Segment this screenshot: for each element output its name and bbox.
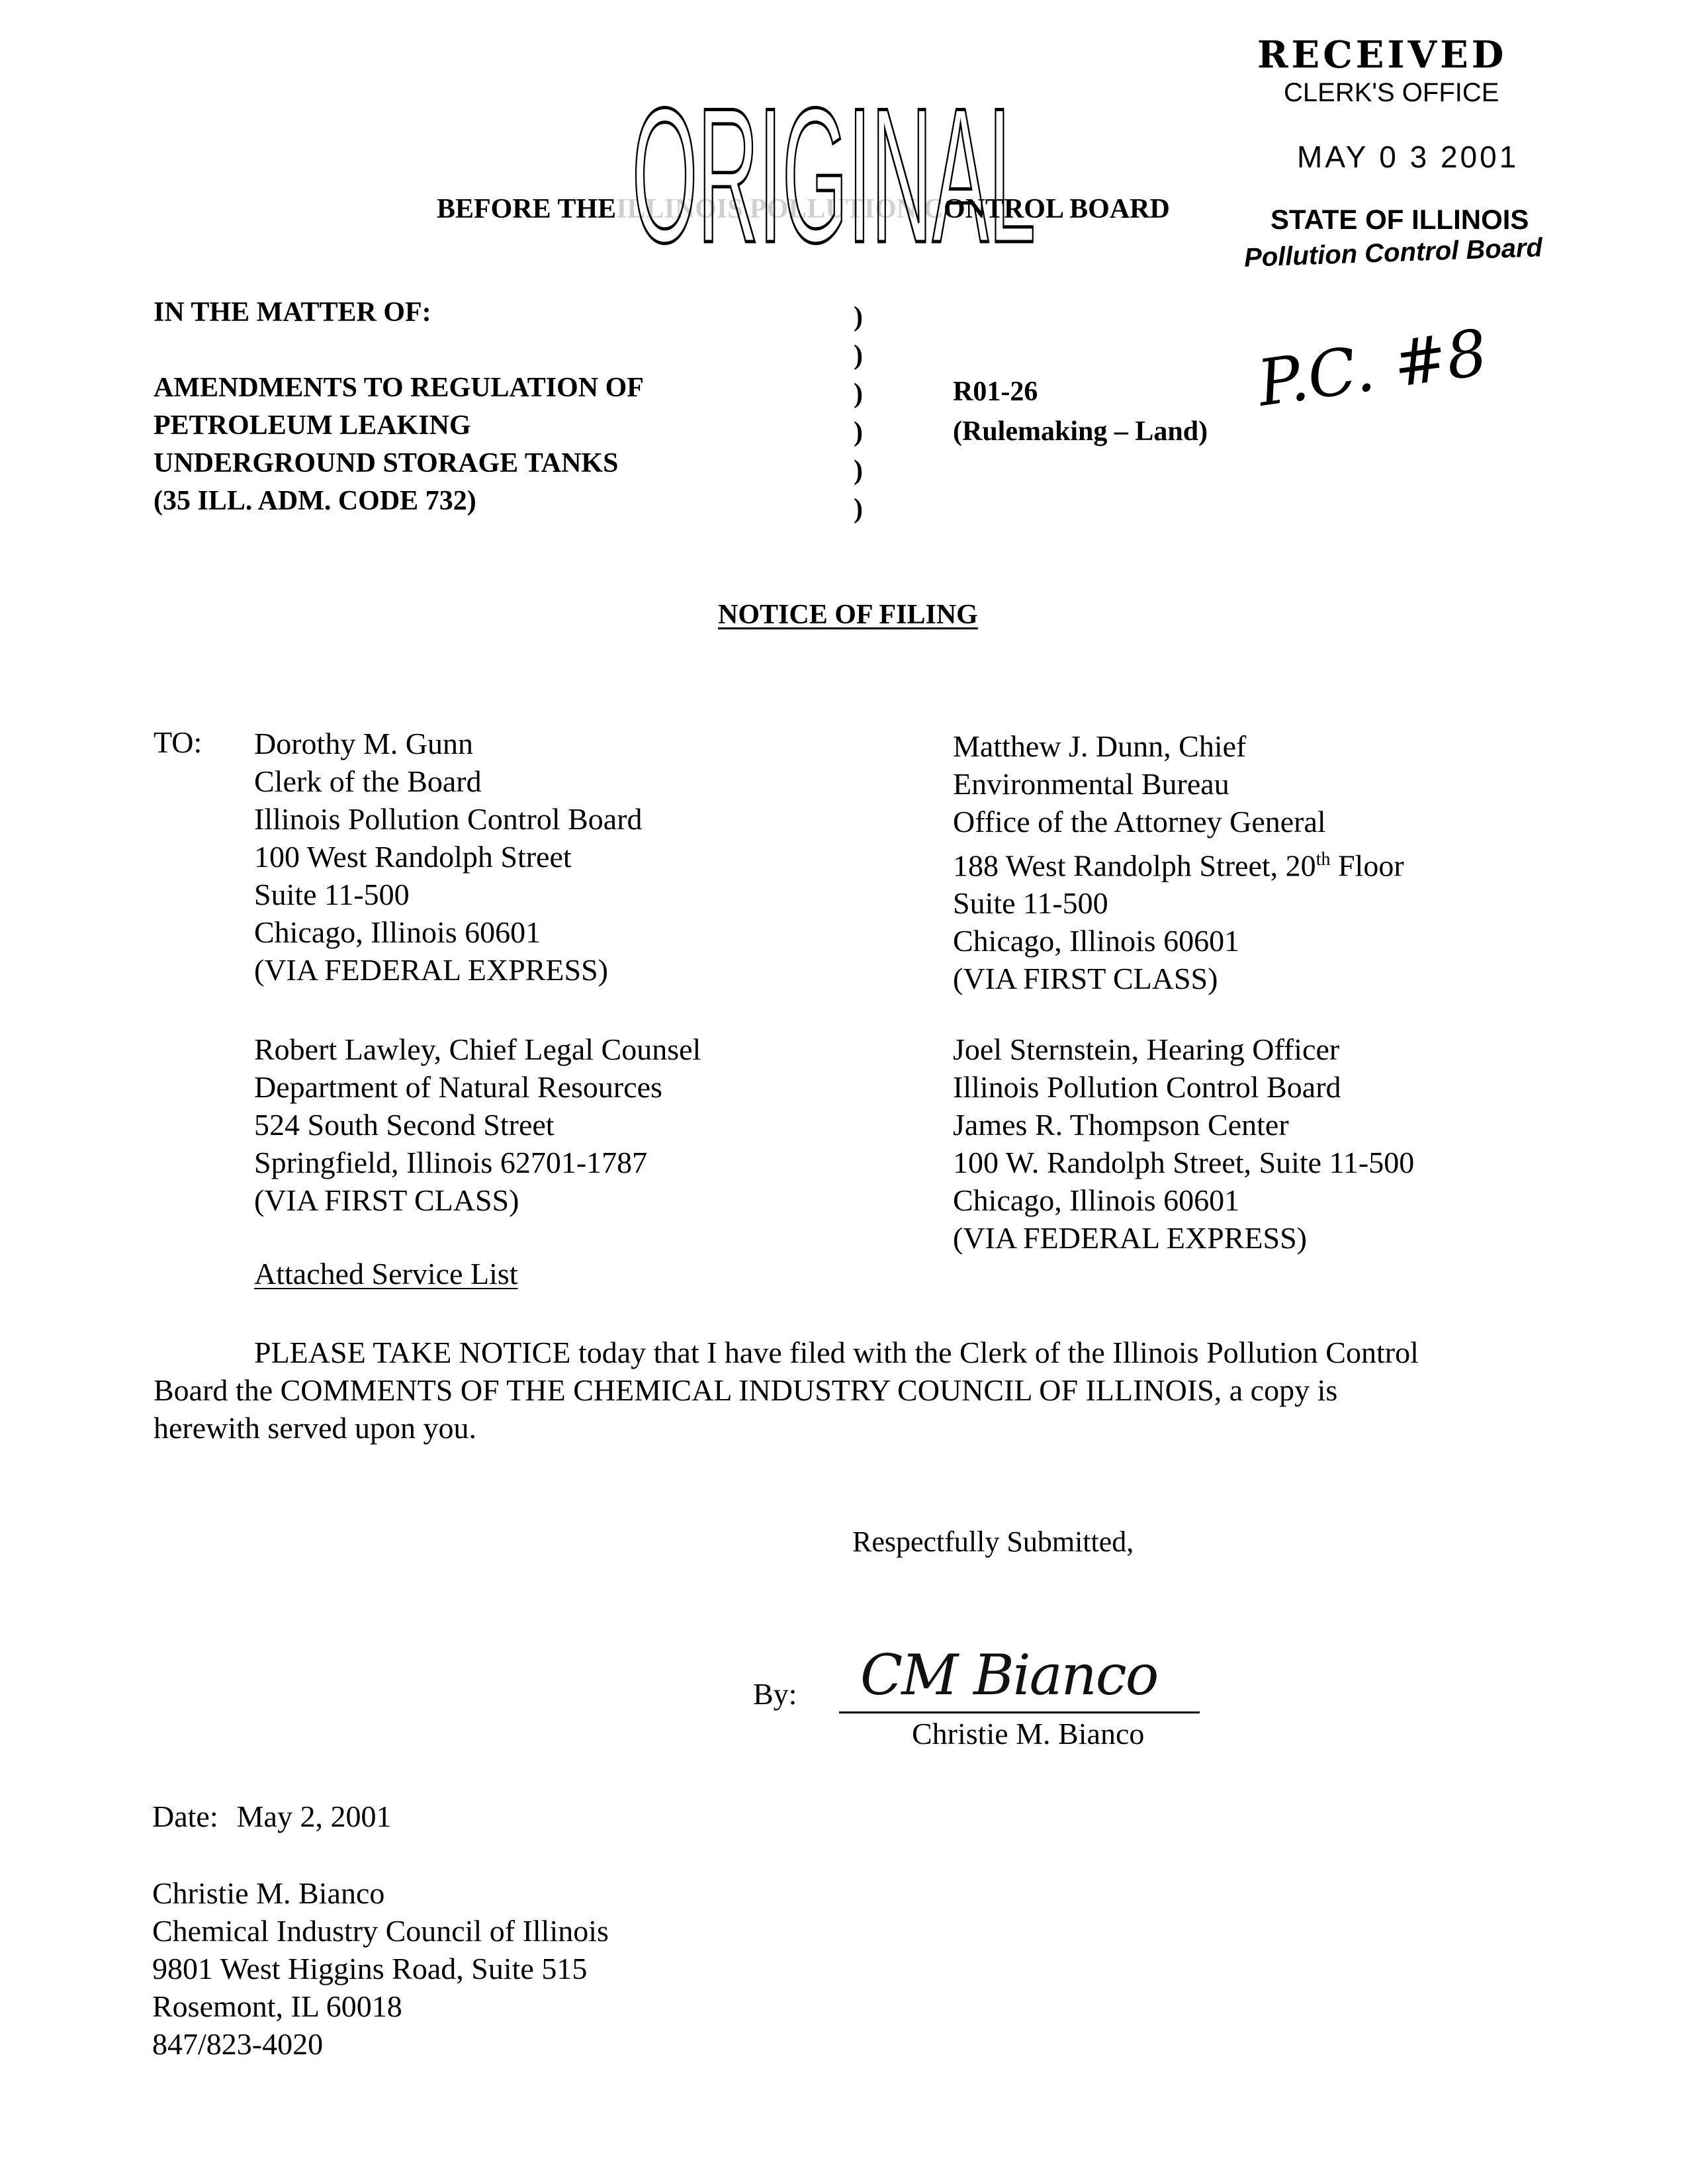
notice-body-line: PLEASE TAKE NOTICE today that I have filed with the Clerk of the Illinois Pollution Control: [254, 1336, 1419, 1369]
sender-line: Christie M. Bianco: [152, 1876, 385, 1910]
recipient-line: Illinois Pollution Control Board: [254, 802, 643, 836]
recipient-block: [953, 1030, 1414, 1257]
original-stamp: [622, 66, 1046, 265]
received-stamp: [1244, 33, 1562, 285]
recipient-line: Office of the Attorney General: [953, 805, 1326, 839]
case-title-line: (35 ILL. ADM. CODE 732): [154, 486, 476, 516]
caption-paren: ): [854, 340, 863, 371]
date-label: Date:: [152, 1799, 218, 1833]
case-title-line: UNDERGROUND STORAGE TANKS: [154, 448, 619, 478]
caption-paren: ): [854, 379, 863, 409]
received-stamp-state: STATE OF ILLINOIS: [1270, 204, 1529, 235]
sender-line: 9801 West Higgins Road, Suite 515: [152, 1952, 588, 1985]
handwritten-note: P.C. #8: [1253, 315, 1492, 421]
board-header-left: BEFORE THE: [437, 194, 617, 224]
recipient-line: Chicago, Illinois 60601: [953, 1183, 1240, 1217]
caption-paren: ): [854, 302, 863, 332]
recipient-line: Dorothy M. Gunn: [254, 727, 473, 760]
date-line: [152, 1799, 391, 1834]
notice-body: [154, 1334, 1419, 1447]
case-title-line: PETROLEUM LEAKING: [154, 410, 471, 441]
by-label: By:: [753, 1677, 797, 1711]
recipient-line: (VIA FIRST CLASS): [254, 1183, 519, 1217]
recipient-line: 100 W. Randolph Street, Suite 11-500: [953, 1146, 1415, 1179]
caption-paren: ): [854, 494, 863, 524]
recipient-block: [953, 727, 1404, 997]
ordinal-suffix: th: [1315, 849, 1331, 870]
signer-name: Christie M. Bianco: [912, 1717, 1145, 1751]
recipient-line: (VIA FEDERAL EXPRESS): [254, 953, 608, 987]
recipient-address-text: 188 West Randolph Street, 20: [953, 848, 1316, 883]
caption-paren: ): [854, 417, 863, 447]
case-type: (Rulemaking – Land): [953, 416, 1208, 447]
recipient-address-floor: Floor: [1330, 848, 1404, 883]
recipient-line: Illinois Pollution Control Board: [953, 1070, 1341, 1104]
matter-label: IN THE MATTER OF:: [154, 297, 431, 328]
sender-block: [152, 1874, 609, 2063]
closing-text: Respectfully Submitted,: [852, 1525, 1134, 1558]
recipient-line: Environmental Bureau: [953, 767, 1229, 801]
recipient-line: Suite 11-500: [254, 878, 410, 911]
recipient-line: (VIA FEDERAL EXPRESS): [953, 1221, 1307, 1255]
recipient-line: Chicago, Illinois 60601: [953, 924, 1240, 958]
signature: CM Bianco: [860, 1643, 1158, 1707]
recipient-line: Department of Natural Resources: [254, 1070, 662, 1104]
signature-line: [839, 1711, 1200, 1713]
received-stamp-board: Pollution Control Board: [1243, 233, 1543, 273]
recipient-line: Suite 11-500: [953, 886, 1108, 921]
received-stamp-date: MAY 0 3 2001: [1297, 140, 1519, 174]
date-value: May 2, 2001: [236, 1799, 392, 1833]
sender-line: Chemical Industry Council of Illinois: [152, 1914, 609, 1948]
recipient-line: (VIA FIRST CLASS): [953, 962, 1218, 996]
recipient-line: 100 West Randolph Street: [254, 840, 572, 874]
recipient-line: James R. Thompson Center: [953, 1108, 1289, 1142]
caption-paren: ): [854, 455, 863, 486]
recipient-line: 524 South Second Street: [254, 1108, 555, 1142]
attached-service-list: Attached Service List: [254, 1257, 518, 1291]
recipient-line: Robert Lawley, Chief Legal Counsel: [254, 1032, 701, 1066]
recipient-line: Springfield, Illinois 62701-1787: [254, 1146, 648, 1179]
original-stamp-text: ORIGINAL: [632, 68, 1036, 265]
notice-title: NOTICE OF FILING: [718, 600, 978, 630]
board-header-right: ONTROL BOARD: [943, 194, 1170, 224]
board-header: [437, 193, 1170, 225]
recipient-line: Chicago, Illinois 60601: [254, 915, 541, 949]
board-header-obscured: ILLINOIS POLLUTION C: [616, 194, 944, 224]
recipient-block: [254, 725, 643, 989]
case-title: [154, 369, 644, 520]
case-title-line: AMENDMENTS TO REGULATION OF: [154, 373, 644, 403]
notice-body-line: Board the COMMENTS OF THE CHEMICAL INDUSTRY COUNCIL OF ILLINOIS, a copy is: [154, 1373, 1338, 1407]
recipient-line: Clerk of the Board: [254, 764, 482, 798]
caption-parentheses: [854, 298, 863, 528]
sender-line: 847/823-4020: [152, 2027, 324, 2061]
received-stamp-office: CLERK'S OFFICE: [1284, 78, 1499, 107]
notice-body-line: herewith served upon you.: [154, 1411, 476, 1445]
recipient-line: [953, 841, 1404, 884]
sender-line: Rosemont, IL 60018: [152, 1989, 402, 2023]
received-stamp-title: RECEIVED: [1257, 33, 1507, 77]
recipient-line: Matthew J. Dunn, Chief: [953, 729, 1247, 763]
case-number: R01-26: [953, 377, 1038, 407]
to-label: TO:: [154, 725, 202, 759]
recipient-block: [254, 1030, 701, 1219]
recipient-line: Joel Sternstein, Hearing Officer: [953, 1032, 1340, 1066]
